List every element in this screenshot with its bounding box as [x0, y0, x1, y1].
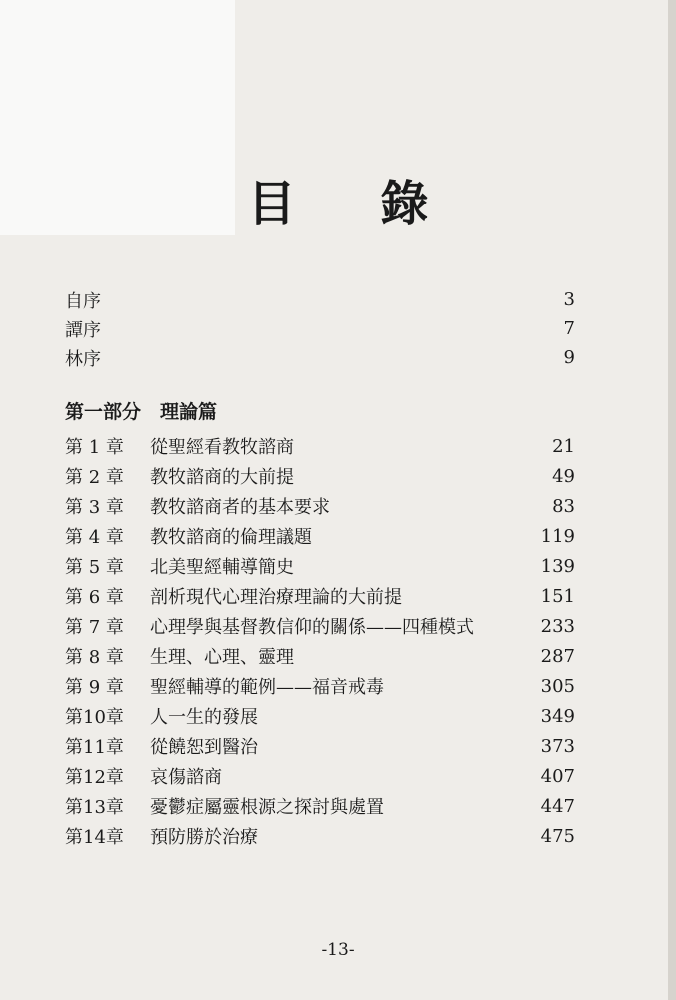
chapter-title: 教牧諮商的倫理議題 — [150, 527, 312, 548]
chapter-title: 生理、心理、靈理 — [150, 647, 294, 668]
entry-page: 305 — [540, 675, 575, 697]
toc-entry[interactable] — [65, 611, 575, 641]
toc-entry[interactable] — [65, 641, 575, 671]
chapter-title: 憂鬱症屬靈根源之探討與處置 — [150, 797, 384, 818]
chapter-title: 聖經輔導的範例——福音戒毒 — [150, 677, 384, 698]
chapter-title: 從聖經看教牧諮商 — [150, 437, 294, 458]
toc-entry[interactable] — [65, 671, 575, 701]
entry-page: 447 — [540, 795, 575, 817]
toc-entry[interactable] — [65, 314, 575, 343]
chapter-number: 第 8 章 — [65, 647, 124, 668]
toc-entry[interactable] — [65, 731, 575, 761]
entry-label: 自序 — [65, 290, 101, 312]
entry-page: 287 — [540, 645, 575, 667]
chapter-number: 第11章 — [65, 737, 124, 758]
chapter-number: 第12章 — [65, 767, 124, 788]
toc-entry[interactable] — [65, 521, 575, 551]
entry-label: 譚序 — [65, 319, 101, 341]
entry-page: 407 — [540, 765, 575, 787]
page-title: 目 錄 — [247, 176, 463, 232]
page-number: -13- — [321, 940, 355, 960]
entry-page: 119 — [540, 525, 575, 547]
entry-page: 139 — [540, 555, 575, 577]
toc-entry[interactable] — [65, 701, 575, 731]
chapter-list — [65, 431, 575, 851]
chapter-title: 預防勝於治療 — [150, 827, 258, 848]
chapter-title: 心理學與基督教信仰的關係——四種模式 — [150, 617, 474, 638]
chapter-number: 第14章 — [65, 827, 124, 848]
entry-page: 373 — [540, 735, 575, 757]
entry-page: 3 — [563, 289, 575, 310]
toc-entry[interactable] — [65, 581, 575, 611]
chapter-title: 從饒恕到醫治 — [150, 737, 258, 758]
toc-entry[interactable] — [65, 761, 575, 791]
chapter-number: 第 9 章 — [65, 677, 124, 698]
chapter-number: 第 1 章 — [65, 437, 124, 458]
chapter-title: 教牧諮商的大前提 — [150, 467, 294, 488]
toc-entry[interactable] — [65, 551, 575, 581]
chapter-number: 第 5 章 — [65, 557, 124, 578]
chapter-title: 哀傷諮商 — [150, 767, 222, 788]
toc-entry[interactable] — [65, 285, 575, 314]
toc-entry[interactable] — [65, 431, 575, 461]
chapter-number: 第13章 — [65, 797, 124, 818]
chapter-number: 第 3 章 — [65, 497, 124, 518]
chapter-number: 第 2 章 — [65, 467, 124, 488]
toc-entry[interactable] — [65, 821, 575, 851]
chapter-number: 第10章 — [65, 707, 124, 728]
part-heading: 第一部分 理論篇 — [65, 401, 218, 423]
chapter-title: 人一生的發展 — [150, 707, 258, 728]
chapter-number: 第 4 章 — [65, 527, 124, 548]
chapter-title: 教牧諮商者的基本要求 — [150, 497, 330, 518]
chapter-number: 第 6 章 — [65, 587, 124, 608]
chapter-title: 北美聖經輔導簡史 — [150, 557, 294, 578]
entry-page: 9 — [563, 347, 575, 368]
entry-page: 475 — [540, 825, 575, 847]
entry-page: 233 — [540, 615, 575, 637]
chapter-number: 第 7 章 — [65, 617, 124, 638]
entry-page: 21 — [552, 435, 575, 457]
entry-page: 7 — [563, 318, 575, 339]
entry-page: 83 — [552, 495, 575, 517]
preface-list — [65, 285, 575, 372]
toc-entry[interactable] — [65, 343, 575, 372]
toc-entry[interactable] — [65, 491, 575, 521]
toc-entry[interactable] — [65, 461, 575, 491]
entry-label: 林序 — [65, 348, 101, 370]
chapter-title: 剖析現代心理治療理論的大前提 — [150, 587, 402, 608]
entry-page: 349 — [540, 705, 575, 727]
entry-page: 151 — [540, 585, 575, 607]
entry-page: 49 — [552, 465, 575, 487]
toc-entry[interactable] — [65, 791, 575, 821]
